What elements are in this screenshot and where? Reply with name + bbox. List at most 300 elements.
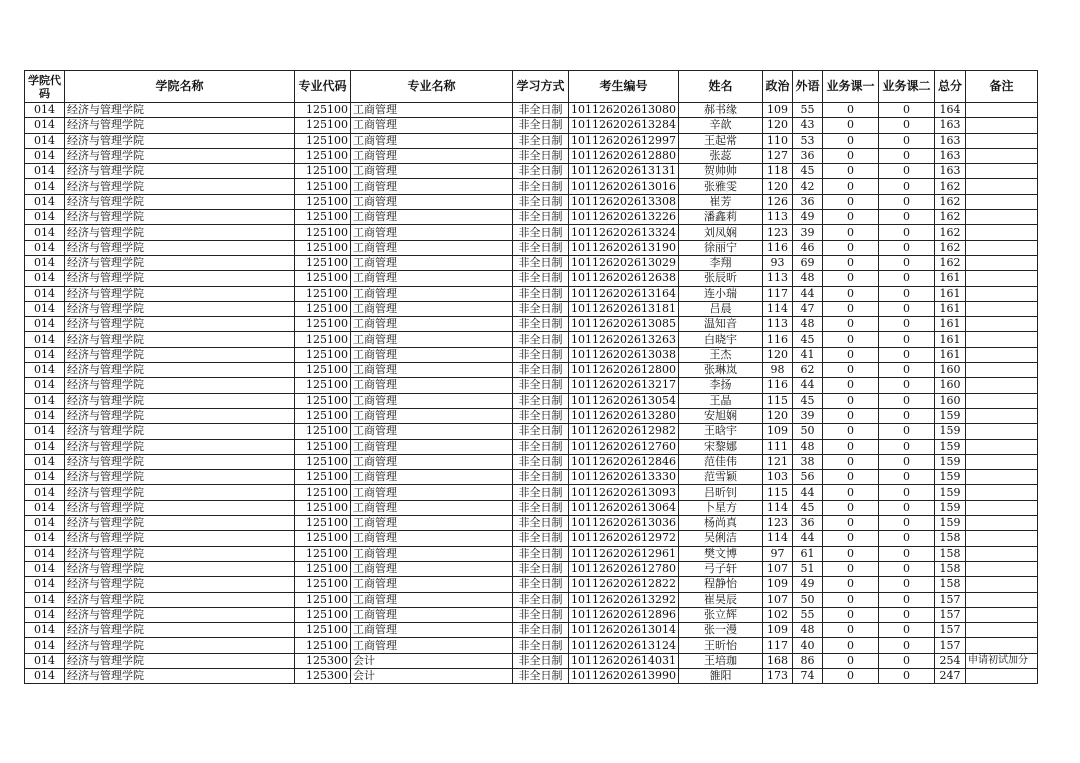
- cell-college-code: 014: [25, 668, 65, 683]
- cell-foreign-language: 61: [792, 546, 822, 561]
- cell-major-name: 工商管理: [351, 210, 513, 225]
- cell-subject-two: 0: [878, 179, 934, 194]
- cell-name: 杨尚真: [678, 516, 762, 531]
- cell-major-code: 125100: [295, 317, 351, 332]
- cell-study-mode: 非全日制: [513, 653, 569, 668]
- cell-foreign-language: 45: [792, 164, 822, 179]
- cell-remarks: [965, 454, 1037, 469]
- cell-name: 李扬: [678, 378, 762, 393]
- cell-remarks: [965, 516, 1037, 531]
- cell-subject-one: 0: [822, 623, 878, 638]
- cell-major-name: 工商管理: [351, 378, 513, 393]
- table-row: [25, 653, 1038, 668]
- cell-study-mode: 非全日制: [513, 301, 569, 316]
- cell-college-code: 014: [25, 470, 65, 485]
- cell-subject-two: 0: [878, 516, 934, 531]
- cell-major-name: 工商管理: [351, 592, 513, 607]
- cell-major-name: 工商管理: [351, 103, 513, 118]
- cell-study-mode: 非全日制: [513, 194, 569, 209]
- cell-candidate-id: 101126202613124: [569, 638, 679, 653]
- cell-major-code: 125100: [295, 118, 351, 133]
- cell-major-code: 125100: [295, 531, 351, 546]
- cell-foreign-language: 36: [792, 194, 822, 209]
- cell-college-name: 经济与管理学院: [65, 148, 295, 163]
- cell-subject-one: 0: [822, 485, 878, 500]
- cell-college-name: 经济与管理学院: [65, 378, 295, 393]
- cell-subject-one: 0: [822, 301, 878, 316]
- cell-study-mode: 非全日制: [513, 439, 569, 454]
- cell-study-mode: 非全日制: [513, 103, 569, 118]
- cell-major-code: 125100: [295, 408, 351, 423]
- cell-major-name: 工商管理: [351, 561, 513, 576]
- cell-total: 157: [934, 638, 965, 653]
- cell-politics: 107: [762, 592, 792, 607]
- cell-college-code: 014: [25, 332, 65, 347]
- cell-total: 159: [934, 470, 965, 485]
- cell-major-name: 工商管理: [351, 255, 513, 270]
- cell-remarks: [965, 179, 1037, 194]
- cell-candidate-id: 101126202612780: [569, 561, 679, 576]
- table-row: [25, 301, 1038, 316]
- table-row: [25, 363, 1038, 378]
- cell-total: 161: [934, 271, 965, 286]
- cell-total: 161: [934, 332, 965, 347]
- cell-college-code: 014: [25, 271, 65, 286]
- cell-foreign-language: 69: [792, 255, 822, 270]
- cell-subject-two: 0: [878, 607, 934, 622]
- cell-remarks: [965, 546, 1037, 561]
- cell-college-name: 经济与管理学院: [65, 301, 295, 316]
- cell-major-code: 125100: [295, 103, 351, 118]
- cell-college-code: 014: [25, 378, 65, 393]
- cell-total: 158: [934, 577, 965, 592]
- cell-study-mode: 非全日制: [513, 378, 569, 393]
- cell-major-code: 125300: [295, 668, 351, 683]
- header-subject-two: 业务课二: [878, 71, 934, 103]
- table-row: [25, 638, 1038, 653]
- table-row: [25, 148, 1038, 163]
- cell-politics: 109: [762, 623, 792, 638]
- cell-total: 159: [934, 424, 965, 439]
- cell-candidate-id: 101126202613064: [569, 500, 679, 515]
- cell-study-mode: 非全日制: [513, 286, 569, 301]
- cell-name: 张琳岚: [678, 363, 762, 378]
- cell-college-code: 014: [25, 623, 65, 638]
- header-college-code: 学院代码: [25, 71, 65, 103]
- cell-college-code: 014: [25, 133, 65, 148]
- cell-college-name: 经济与管理学院: [65, 638, 295, 653]
- header-row: [25, 71, 1038, 103]
- cell-remarks: [965, 393, 1037, 408]
- cell-name: 范佳伟: [678, 454, 762, 469]
- cell-total: 158: [934, 531, 965, 546]
- cell-total: 161: [934, 286, 965, 301]
- cell-college-code: 014: [25, 485, 65, 500]
- table-row: [25, 194, 1038, 209]
- cell-college-code: 014: [25, 393, 65, 408]
- cell-subject-one: 0: [822, 347, 878, 362]
- cell-subject-one: 0: [822, 500, 878, 515]
- cell-subject-two: 0: [878, 577, 934, 592]
- cell-name: 安旭娴: [678, 408, 762, 423]
- cell-foreign-language: 50: [792, 592, 822, 607]
- cell-subject-two: 0: [878, 148, 934, 163]
- cell-total: 161: [934, 301, 965, 316]
- cell-total: 157: [934, 607, 965, 622]
- cell-subject-one: 0: [822, 332, 878, 347]
- cell-candidate-id: 101126202613131: [569, 164, 679, 179]
- cell-foreign-language: 53: [792, 133, 822, 148]
- cell-study-mode: 非全日制: [513, 210, 569, 225]
- header-subject-one: 业务课一: [822, 71, 878, 103]
- admission-score-table: [24, 70, 1038, 684]
- cell-major-name: 工商管理: [351, 164, 513, 179]
- cell-major-code: 125100: [295, 439, 351, 454]
- cell-major-code: 125100: [295, 623, 351, 638]
- cell-subject-two: 0: [878, 332, 934, 347]
- cell-major-code: 125100: [295, 592, 351, 607]
- cell-major-name: 工商管理: [351, 607, 513, 622]
- cell-total: 254: [934, 653, 965, 668]
- cell-major-code: 125100: [295, 500, 351, 515]
- cell-total: 160: [934, 378, 965, 393]
- cell-college-code: 014: [25, 531, 65, 546]
- cell-foreign-language: 45: [792, 393, 822, 408]
- cell-politics: 109: [762, 103, 792, 118]
- cell-subject-one: 0: [822, 179, 878, 194]
- cell-foreign-language: 44: [792, 485, 822, 500]
- cell-major-code: 125100: [295, 133, 351, 148]
- cell-college-name: 经济与管理学院: [65, 500, 295, 515]
- table-row: [25, 240, 1038, 255]
- cell-major-name: 工商管理: [351, 347, 513, 362]
- table-row: [25, 133, 1038, 148]
- table-row: [25, 546, 1038, 561]
- cell-college-code: 014: [25, 500, 65, 515]
- header-major-name: 专业名称: [351, 71, 513, 103]
- cell-college-code: 014: [25, 424, 65, 439]
- cell-study-mode: 非全日制: [513, 271, 569, 286]
- cell-candidate-id: 101126202613181: [569, 301, 679, 316]
- cell-college-name: 经济与管理学院: [65, 255, 295, 270]
- cell-major-name: 工商管理: [351, 516, 513, 531]
- cell-name: 张蕊: [678, 148, 762, 163]
- cell-politics: 109: [762, 577, 792, 592]
- cell-major-code: 125300: [295, 653, 351, 668]
- cell-total: 159: [934, 454, 965, 469]
- cell-remarks: [965, 194, 1037, 209]
- cell-foreign-language: 48: [792, 623, 822, 638]
- cell-college-name: 经济与管理学院: [65, 286, 295, 301]
- cell-major-name: 工商管理: [351, 148, 513, 163]
- table-row: [25, 516, 1038, 531]
- cell-remarks: [965, 301, 1037, 316]
- cell-politics: 115: [762, 485, 792, 500]
- cell-politics: 114: [762, 531, 792, 546]
- cell-politics: 93: [762, 255, 792, 270]
- cell-subject-two: 0: [878, 592, 934, 607]
- cell-college-name: 经济与管理学院: [65, 103, 295, 118]
- cell-total: 159: [934, 408, 965, 423]
- cell-major-name: 工商管理: [351, 531, 513, 546]
- cell-total: 164: [934, 103, 965, 118]
- cell-study-mode: 非全日制: [513, 133, 569, 148]
- cell-name: 温知音: [678, 317, 762, 332]
- cell-subject-one: 0: [822, 454, 878, 469]
- cell-remarks: [965, 378, 1037, 393]
- cell-candidate-id: 101126202612846: [569, 454, 679, 469]
- cell-remarks: [965, 668, 1037, 683]
- table-row: [25, 470, 1038, 485]
- cell-name: 宋黎娜: [678, 439, 762, 454]
- cell-college-code: 014: [25, 317, 65, 332]
- cell-remarks: [965, 148, 1037, 163]
- cell-study-mode: 非全日制: [513, 577, 569, 592]
- cell-major-code: 125100: [295, 271, 351, 286]
- cell-remarks: [965, 133, 1037, 148]
- cell-study-mode: 非全日制: [513, 317, 569, 332]
- cell-subject-two: 0: [878, 164, 934, 179]
- table-row: [25, 317, 1038, 332]
- cell-foreign-language: 55: [792, 607, 822, 622]
- cell-subject-one: 0: [822, 103, 878, 118]
- cell-remarks: [965, 286, 1037, 301]
- cell-major-name: 工商管理: [351, 470, 513, 485]
- cell-name: 张雅雯: [678, 179, 762, 194]
- cell-major-name: 工商管理: [351, 454, 513, 469]
- cell-subject-two: 0: [878, 653, 934, 668]
- cell-subject-two: 0: [878, 225, 934, 240]
- cell-politics: 120: [762, 408, 792, 423]
- cell-politics: 117: [762, 286, 792, 301]
- cell-study-mode: 非全日制: [513, 668, 569, 683]
- cell-politics: 98: [762, 363, 792, 378]
- cell-remarks: [965, 271, 1037, 286]
- cell-subject-one: 0: [822, 638, 878, 653]
- cell-major-code: 125100: [295, 164, 351, 179]
- cell-name: 王培珈: [678, 653, 762, 668]
- cell-major-name: 工商管理: [351, 240, 513, 255]
- header-total: 总分: [934, 71, 965, 103]
- table-row: [25, 577, 1038, 592]
- cell-remarks: [965, 408, 1037, 423]
- cell-candidate-id: 101126202613324: [569, 225, 679, 240]
- cell-subject-one: 0: [822, 546, 878, 561]
- cell-college-code: 014: [25, 592, 65, 607]
- cell-name: 刘凤娴: [678, 225, 762, 240]
- cell-candidate-id: 101126202613217: [569, 378, 679, 393]
- cell-college-name: 经济与管理学院: [65, 271, 295, 286]
- cell-candidate-id: 101126202614031: [569, 653, 679, 668]
- cell-study-mode: 非全日制: [513, 592, 569, 607]
- cell-subject-two: 0: [878, 623, 934, 638]
- cell-total: 159: [934, 485, 965, 500]
- cell-politics: 103: [762, 470, 792, 485]
- cell-subject-two: 0: [878, 470, 934, 485]
- cell-subject-one: 0: [822, 286, 878, 301]
- header-study-mode: 学习方式: [513, 71, 569, 103]
- cell-major-name: 工商管理: [351, 408, 513, 423]
- cell-politics: 113: [762, 271, 792, 286]
- cell-subject-two: 0: [878, 424, 934, 439]
- cell-politics: 113: [762, 317, 792, 332]
- cell-college-name: 经济与管理学院: [65, 179, 295, 194]
- table-row: [25, 286, 1038, 301]
- cell-subject-one: 0: [822, 577, 878, 592]
- cell-college-name: 经济与管理学院: [65, 623, 295, 638]
- cell-major-code: 125100: [295, 546, 351, 561]
- cell-study-mode: 非全日制: [513, 332, 569, 347]
- cell-college-name: 经济与管理学院: [65, 118, 295, 133]
- cell-subject-one: 0: [822, 240, 878, 255]
- cell-major-code: 125100: [295, 255, 351, 270]
- cell-total: 162: [934, 210, 965, 225]
- cell-study-mode: 非全日制: [513, 470, 569, 485]
- table-row: [25, 592, 1038, 607]
- cell-foreign-language: 40: [792, 638, 822, 653]
- cell-subject-two: 0: [878, 240, 934, 255]
- table-row: [25, 531, 1038, 546]
- cell-foreign-language: 42: [792, 179, 822, 194]
- cell-study-mode: 非全日制: [513, 500, 569, 515]
- cell-total: 159: [934, 439, 965, 454]
- cell-major-code: 125100: [295, 301, 351, 316]
- cell-name: 连小瑞: [678, 286, 762, 301]
- cell-name: 崔昊辰: [678, 592, 762, 607]
- cell-politics: 117: [762, 638, 792, 653]
- cell-remarks: [965, 164, 1037, 179]
- cell-major-code: 125100: [295, 607, 351, 622]
- cell-major-code: 125100: [295, 194, 351, 209]
- cell-name: 辛歆: [678, 118, 762, 133]
- cell-name: 王晗宇: [678, 424, 762, 439]
- cell-subject-one: 0: [822, 255, 878, 270]
- cell-remarks: [965, 577, 1037, 592]
- cell-college-code: 014: [25, 347, 65, 362]
- cell-candidate-id: 101126202612822: [569, 577, 679, 592]
- cell-remarks: [965, 332, 1037, 347]
- cell-name: 弓子轩: [678, 561, 762, 576]
- cell-foreign-language: 48: [792, 271, 822, 286]
- cell-politics: 109: [762, 424, 792, 439]
- table-row: [25, 439, 1038, 454]
- cell-politics: 120: [762, 118, 792, 133]
- table-body: [25, 103, 1038, 684]
- table-row: [25, 485, 1038, 500]
- cell-college-code: 014: [25, 240, 65, 255]
- table-row: [25, 271, 1038, 286]
- cell-remarks: [965, 561, 1037, 576]
- cell-name: 白晓宇: [678, 332, 762, 347]
- cell-name: 卜星方: [678, 500, 762, 515]
- header-foreign-language: 外语: [792, 71, 822, 103]
- cell-study-mode: 非全日制: [513, 638, 569, 653]
- cell-remarks: [965, 424, 1037, 439]
- cell-college-code: 014: [25, 516, 65, 531]
- cell-foreign-language: 49: [792, 577, 822, 592]
- cell-major-name: 工商管理: [351, 118, 513, 133]
- cell-name: 吕昕钊: [678, 485, 762, 500]
- cell-major-name: 工商管理: [351, 286, 513, 301]
- cell-subject-two: 0: [878, 194, 934, 209]
- cell-college-code: 014: [25, 439, 65, 454]
- table-row: [25, 561, 1038, 576]
- cell-college-code: 014: [25, 255, 65, 270]
- cell-subject-one: 0: [822, 225, 878, 240]
- cell-major-name: 工商管理: [351, 271, 513, 286]
- cell-foreign-language: 50: [792, 424, 822, 439]
- cell-foreign-language: 44: [792, 378, 822, 393]
- cell-foreign-language: 39: [792, 408, 822, 423]
- cell-major-code: 125100: [295, 393, 351, 408]
- cell-subject-one: 0: [822, 164, 878, 179]
- cell-candidate-id: 101126202612880: [569, 148, 679, 163]
- cell-name: 王晶: [678, 393, 762, 408]
- cell-major-code: 125100: [295, 347, 351, 362]
- cell-name: 吴俐洁: [678, 531, 762, 546]
- cell-total: 162: [934, 240, 965, 255]
- cell-subject-two: 0: [878, 439, 934, 454]
- cell-politics: 114: [762, 500, 792, 515]
- cell-study-mode: 非全日制: [513, 516, 569, 531]
- cell-study-mode: 非全日制: [513, 118, 569, 133]
- cell-candidate-id: 101126202613226: [569, 210, 679, 225]
- cell-politics: 168: [762, 653, 792, 668]
- table-row: [25, 103, 1038, 118]
- table-row: [25, 500, 1038, 515]
- cell-college-name: 经济与管理学院: [65, 164, 295, 179]
- cell-foreign-language: 39: [792, 225, 822, 240]
- cell-foreign-language: 46: [792, 240, 822, 255]
- cell-remarks: [965, 439, 1037, 454]
- cell-study-mode: 非全日制: [513, 225, 569, 240]
- cell-remarks: [965, 485, 1037, 500]
- cell-foreign-language: 47: [792, 301, 822, 316]
- cell-politics: 116: [762, 378, 792, 393]
- cell-college-name: 经济与管理学院: [65, 577, 295, 592]
- cell-subject-two: 0: [878, 485, 934, 500]
- cell-major-code: 125100: [295, 225, 351, 240]
- cell-total: 158: [934, 561, 965, 576]
- cell-college-code: 014: [25, 164, 65, 179]
- cell-major-code: 125100: [295, 638, 351, 653]
- cell-remarks: [965, 225, 1037, 240]
- cell-name: 张立辉: [678, 607, 762, 622]
- header-politics: 政治: [762, 71, 792, 103]
- cell-candidate-id: 101126202613308: [569, 194, 679, 209]
- cell-major-name: 工商管理: [351, 623, 513, 638]
- cell-name: 崔芳: [678, 194, 762, 209]
- cell-total: 159: [934, 500, 965, 515]
- cell-college-name: 经济与管理学院: [65, 561, 295, 576]
- cell-candidate-id: 101126202613284: [569, 118, 679, 133]
- cell-major-name: 会计: [351, 653, 513, 668]
- cell-study-mode: 非全日制: [513, 148, 569, 163]
- cell-candidate-id: 101126202612800: [569, 363, 679, 378]
- cell-study-mode: 非全日制: [513, 623, 569, 638]
- cell-name: 张一漫: [678, 623, 762, 638]
- cell-candidate-id: 101126202613029: [569, 255, 679, 270]
- cell-subject-two: 0: [878, 271, 934, 286]
- cell-politics: 116: [762, 240, 792, 255]
- cell-remarks: [965, 363, 1037, 378]
- cell-candidate-id: 101126202613093: [569, 485, 679, 500]
- cell-foreign-language: 48: [792, 317, 822, 332]
- cell-politics: 123: [762, 225, 792, 240]
- cell-college-name: 经济与管理学院: [65, 516, 295, 531]
- cell-politics: 173: [762, 668, 792, 683]
- cell-candidate-id: 101126202613038: [569, 347, 679, 362]
